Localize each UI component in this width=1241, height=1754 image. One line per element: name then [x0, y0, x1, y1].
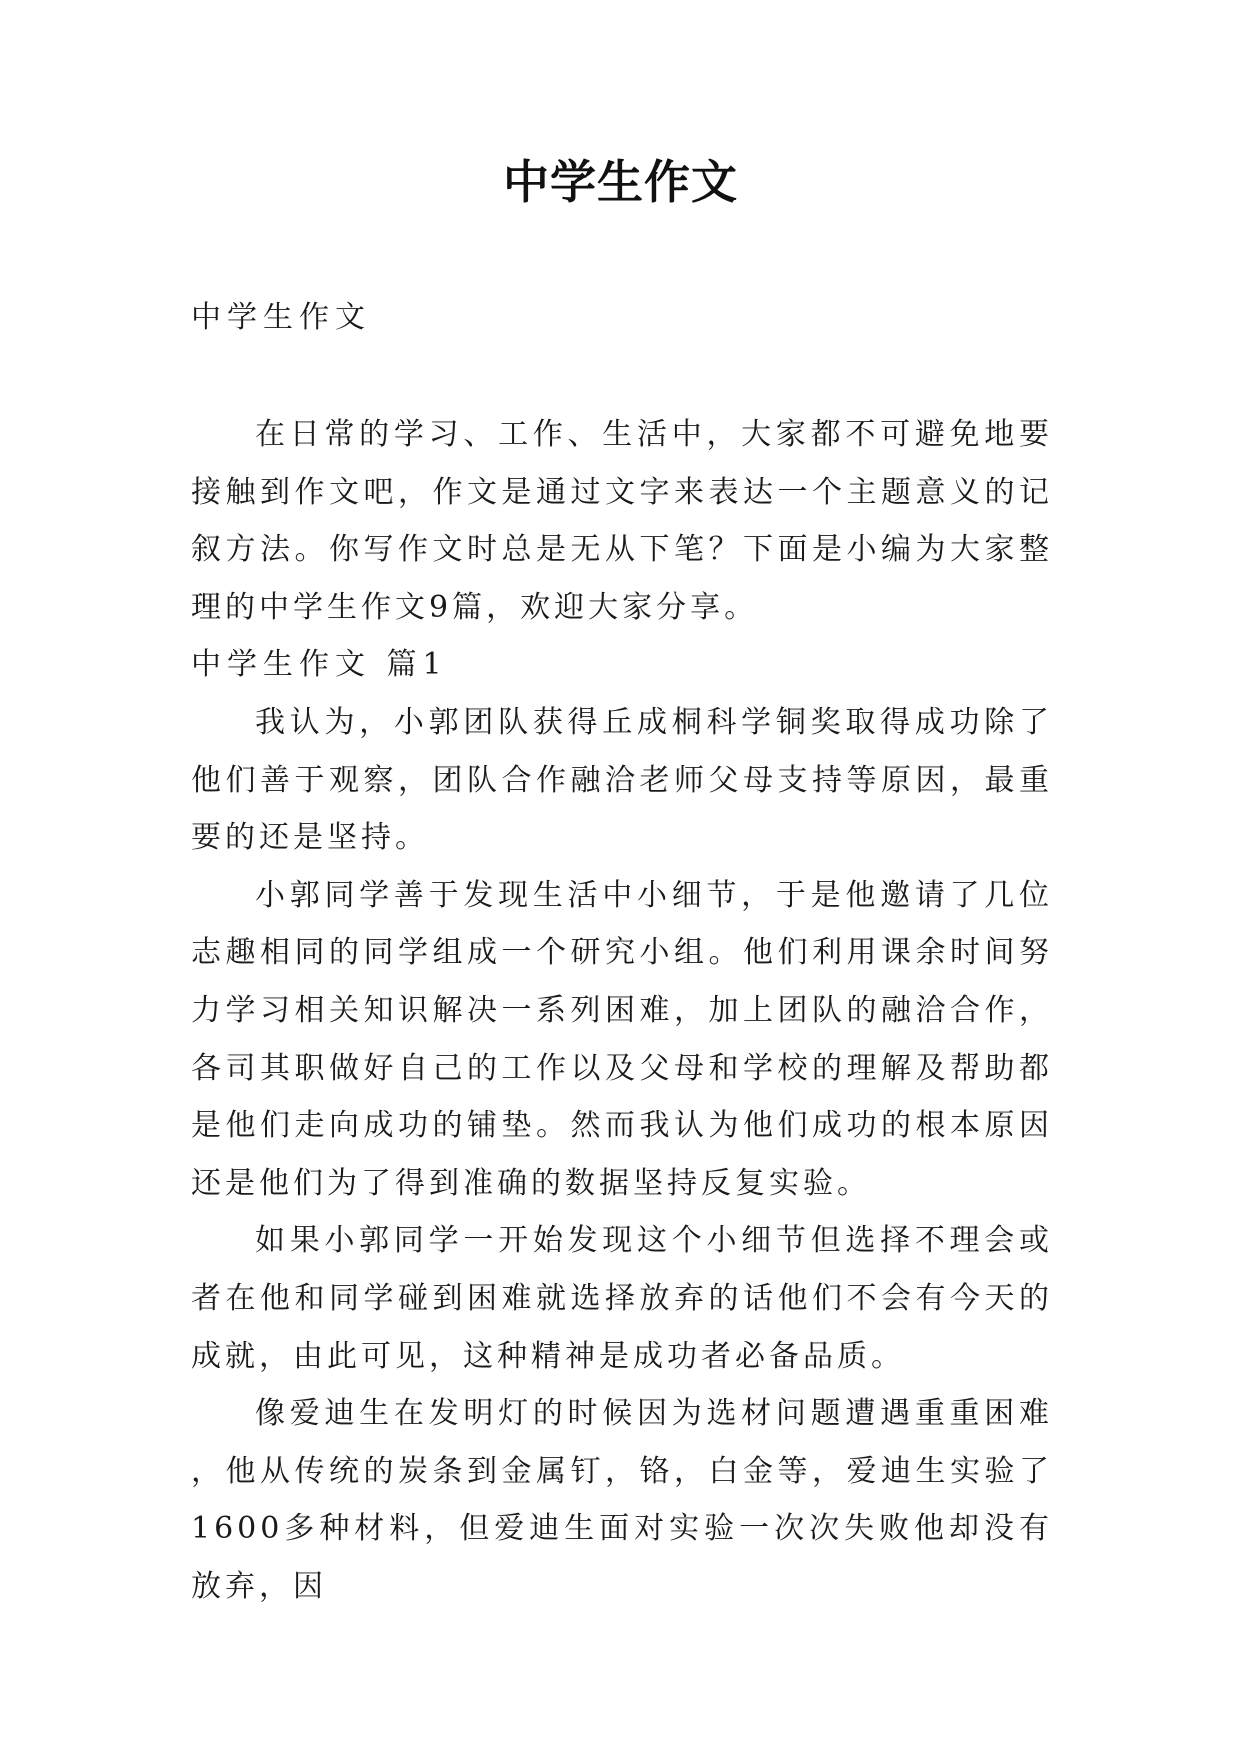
body-paragraph-4: 像爱迪生在发明灯的时候因为选材问题遭遇重重困难，他从传统的炭条到金属钉，铬，白金等，爱迪生实验了1600多种材料，但爱迪生面对实验一次次失败他却没有放弃，因 [191, 1396, 1053, 1604]
intro-paragraph: 在日常的学习、工作、生活中，大家都不可避免地要接触到作文吧，作文是通过文字来表达一个主题意义的记叙方法。你写作文时总是无从下笔？下面是小编为大家整理的中学生作文9篇，欢迎大家分享。 [191, 417, 1053, 625]
body-paragraph-3: 如果小郭同学一开始发现这个小细节但选择不理会或者在他和同学碰到困难就选择放弃的话他们不会有今天的成就，由此可见，这种精神是成功者必备品质。 [191, 1223, 1053, 1374]
body-paragraph-2: 小郭同学善于发现生活中小细节，于是他邀请了几位志趣相同的同学组成一个研究小组。他们利用课余时间努力学习相关知识解决一系列困难，加上团队的融洽合作，各司其职做好自己的工作以及父母和学校的理解及帮助都是他们走向成功的铺垫。然而我认为他们成功的根本原因还是他们为了得到准确的数据坚持反复实验。 [191, 877, 1053, 1201]
body-paragraph-1: 我认为，小郭团队获得丘成桐科学铜奖取得成功除了他们善于观察，团队合作融洽老师父母支持等原因，最重要的还是坚持。 [191, 704, 1053, 856]
document-body [191, 406, 1053, 1615]
document-subtitle: 中学生作文 [191, 300, 371, 335]
section-heading: 中学生作文 篇1 [191, 647, 448, 683]
document-title: 中学生作文 [503, 155, 738, 209]
